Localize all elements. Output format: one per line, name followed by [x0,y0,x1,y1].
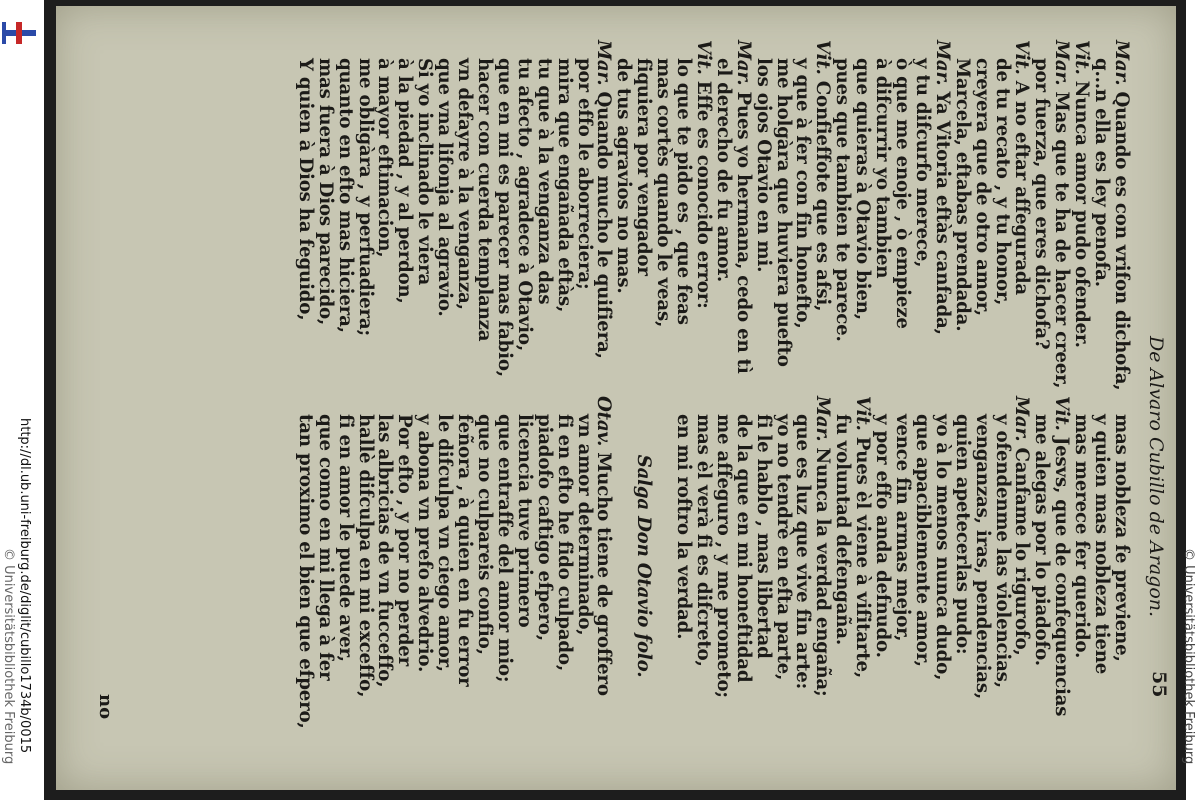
copyright-right: © Universitätsbibliothek Freiburg [1181,548,1196,765]
speaker-label: Vit. [852,396,874,431]
verse-text: quien apetecerlas pudo: [951,414,973,655]
verse-line [355,40,375,400]
verse-line [773,396,793,756]
verse-text: por fuerza, que eres dichofa? [1031,58,1053,350]
verse-line [733,396,753,756]
verse-line [1012,40,1032,400]
verse-text: yo no tendrè en efta parte, [772,414,794,681]
verse-line [534,396,554,756]
verse-line [753,40,773,400]
running-title: De Alvaro Cubillo de Aragon. [1145,336,1167,618]
speaker-label: Vit. [812,40,834,75]
verse-line [653,396,673,756]
page-number: 55 [1148,671,1170,698]
verse-line [295,396,315,756]
verse-line [693,40,713,400]
verse-text: mira que engañada eftàs, [553,58,575,313]
page-content [56,6,1176,790]
verse-line [733,40,753,400]
verse-line [952,40,972,400]
verse-text: Salga Don Otavio folo. [633,454,655,678]
speaker-label: Mar. [732,40,754,86]
verse-line [1111,40,1131,400]
verse-line [1071,396,1091,756]
verse-text: quanto en efto mas hiciera, [334,58,356,333]
running-header [1136,6,1176,790]
verse-text: feñora , à quien en fu error [454,414,476,687]
verse-line [375,396,395,756]
verse-line [315,396,335,756]
verse-line [1091,396,1111,756]
verse-text: à difcurrir yo tambien [872,58,894,279]
verse-text: yo à lo menos nunca dudo, [931,414,953,681]
verse-line [992,396,1012,756]
verse-line [554,396,574,756]
flag-icon [2,22,36,44]
speaker-label: Mar. [931,40,953,86]
verse-line [872,396,892,756]
verse-line [335,40,355,400]
verse-line [793,396,813,756]
text-column-left [295,40,1131,400]
verse-line [474,40,494,400]
verse-text: mas nobleza fe previene, [1111,414,1132,662]
verse-line [613,40,633,400]
verse-line [594,40,614,400]
verse-line [872,40,892,400]
verse-text: tu afecto , agradece à Otavio, [513,58,535,351]
verse-text: y quien mas nobleza tiene [1091,414,1113,675]
speaker-label: Mar. [593,40,615,86]
verse-text: Jesvs, que de confequencias [1051,436,1073,717]
verse-text: venganzas, iras, pendencias, [971,414,993,700]
verse-line [514,40,534,400]
speaker-label: Vit. [1011,40,1033,75]
verse-text: Pues yo hermana, cedo en tì [732,91,754,374]
verse-line [793,40,813,400]
verse-text: fi le hablo , mas libertad [752,414,774,659]
speaker-label: Otav. [593,396,615,447]
verse-line [534,40,554,400]
verse-text: A no eftar affegurada [1011,80,1033,296]
verse-text: licencia tuve primero [513,414,535,628]
verse-text: fi en efto he fido culpado, [553,414,575,671]
verse-text: y por effo anda defnudo. [872,414,894,658]
verse-line [653,40,673,400]
speaker-label: Mar. [812,396,834,442]
verse-line [414,40,434,400]
verse-text: Canfame lo rigurofo, [1011,447,1033,656]
speaker-label: Mar. [1051,40,1073,86]
verse-line [375,40,395,400]
verse-text: que es luz que vive fin arte: [792,414,814,690]
verse-line [852,40,872,400]
verse-text: q...n ella es ley penofa. [1091,58,1113,287]
verse-text: y ofendenme las violencias, [991,414,1013,688]
verse-line [394,396,414,756]
text-column-right [295,396,1131,756]
speaker-label: Mar. [1011,396,1033,442]
verse-line [514,396,534,756]
verse-text: de tu recato , y tu honor, [991,58,1013,306]
verse-text: me holgàra que huviera puefto [772,58,794,367]
verse-line [554,40,574,400]
verse-text: vn amor determinado, [573,414,595,636]
verse-line [594,396,614,756]
verse-line [414,396,434,756]
verse-line [832,40,852,400]
speaker-label: Vit. [1071,40,1093,75]
verse-text: hallè difculpa en mi exceffo, [354,414,376,698]
verse-text: que no culpareis confio, [474,414,495,655]
verse-text: que como en mi llega à fer [314,414,336,681]
verse-line [454,396,474,756]
verse-line [892,396,912,756]
verse-line [1012,396,1032,756]
verse-text: Effe es conocido error: [692,80,714,309]
verse-text: fu voluntad defengaña. [832,414,854,646]
verse-text: de tus agravios no mas. [613,58,635,294]
verse-line [813,40,833,400]
verse-line [852,396,872,756]
speaker-label: Vit. [1051,396,1073,431]
verse-text: creyera que de otro amor, [971,58,993,316]
verse-text: mas cortès quando le veas, [653,58,675,328]
verse-line [713,40,733,400]
verse-line [992,40,1012,400]
verse-text: Quando es con vrifon dichofa, [1111,91,1132,391]
verse-line [673,40,693,400]
speaker-label: Vit. [692,40,714,75]
verse-text: Quando mucho le quifiera, [593,91,615,359]
verse-text: mas merece fer querido. [1071,414,1093,659]
verse-line [932,396,952,756]
verse-text: el derecho de fu amor. [712,58,734,283]
verse-line [434,396,454,756]
source-url[interactable]: http://dl.ub.uni-freiburg.de/diglit/cubillo1734b/0015 [17,418,32,754]
verse-line [355,396,375,756]
verse-text: las albricias de vn fucceffo, [374,414,396,688]
verse-line [454,40,474,400]
verse-line [494,40,514,400]
verse-text: en mi roftro la verdad. [673,414,695,640]
verse-text: piadofo caftigo efpero, [533,414,555,641]
verse-text: que entraffe del amor mio; [493,414,515,683]
verse-text: me alegas por lo piadofo. [1031,414,1053,666]
verse-line [1051,396,1071,756]
speaker-label: Mar. [1111,40,1132,86]
verse-text: Mas que te ha de hacer creer, [1051,91,1073,389]
verse-text: Confieffote que es afsi, [812,80,834,312]
verse-line [295,40,315,400]
verse-line [713,396,733,756]
verse-text: de la que en mi honeftidad [732,414,754,683]
verse-text: à mayor eftimacion, [374,58,396,258]
verse-text: tu que à la venganza das [533,58,555,305]
verse-text: ò que me enoje , ò empieze [892,58,914,329]
verse-line [1071,40,1091,400]
verse-line [832,396,852,756]
verse-text: mas fuera à Dios parecido, [314,58,336,326]
verse-text: mas èl verà fi es difcreto, [692,414,714,667]
verse-text: me obligàra , y perfuadiera; [354,58,376,336]
verse-text: vn defayre à la venganza, [454,58,476,310]
verse-text: y abona vn prefo alvedrio. [414,414,436,673]
verse-text: lo que te pido es , que feas [673,58,695,325]
verse-text: tan proximo el bien que efpero, [294,414,316,729]
verse-text: Pues èl viene à vifitarte, [852,436,874,679]
verse-line [972,396,992,756]
verse-line [932,40,952,400]
verse-text: fiquiera por vengador [633,58,655,276]
verse-line [613,396,633,756]
verse-line [1091,40,1111,400]
verse-line [912,40,932,400]
verse-text: Si yo inclinado le viera [414,58,436,286]
verse-text: à la piedad , y al perdon, [394,58,416,304]
verse-line [813,396,833,756]
verse-line [574,396,594,756]
verse-line [972,40,992,400]
verse-text: Nunca amor pudo ofender. [1071,80,1093,348]
verse-line [673,396,693,756]
verse-text: Nunca la verdad engaña; [812,447,834,697]
verse-line [434,40,454,400]
verse-text: fi en amor le puede aver, [334,414,356,662]
verse-text: que vna lifonja al agravio. [434,58,456,317]
verse-text: los ojos Otavio en mi. [752,58,774,273]
verse-line [1031,396,1051,756]
verse-line [494,396,514,756]
copyright-left: © Universitätsbibliothek Freiburg [1,548,16,765]
verse-text: Por efto , y por no perder [394,414,416,667]
verse-line [773,40,793,400]
verse-text: Mucho tiene de groffero [593,452,615,696]
verse-line [474,396,494,756]
verse-line [1051,40,1071,400]
verse-line [633,40,653,400]
verse-line [1111,396,1131,756]
verse-text: que en mi es parecer mas fabio, [493,58,515,377]
verse-line [753,396,773,756]
verse-line [315,40,335,400]
verse-line [574,40,594,400]
verse-text: y que à fer con fin honefto, [792,58,814,329]
verse-line [892,40,912,400]
verse-text: hacer con cuerda templanza [474,58,495,342]
verse-text: vence fin armas mejor, [892,414,914,642]
verse-line [693,396,713,756]
verse-text: y tu difcurfo merece, [911,58,933,268]
verse-text: Marcela, eftabas prendada. [951,58,973,332]
verse-text: le difculpa vn ciego amor, [434,414,456,672]
stage-direction [633,396,653,736]
verse-line [394,40,414,400]
verse-line [335,396,355,756]
verse-line [1031,40,1051,400]
catchword: no [95,694,116,720]
verse-text: Ya Vitoria eftàs canfada, [931,91,953,335]
verse-text: me affeguro , y me prometo; [712,414,734,698]
verse-text: pues que tambien te parece. [832,58,854,342]
verse-text: por effo le aborreciera; [573,58,595,290]
verse-text: Y quien à Dios ha feguido, [294,58,316,321]
verse-text: que quieras à Otavio bien, [852,58,874,320]
verse-line [952,396,972,756]
verse-text: que apaciblemente amor, [911,414,933,667]
verse-line [912,396,932,756]
